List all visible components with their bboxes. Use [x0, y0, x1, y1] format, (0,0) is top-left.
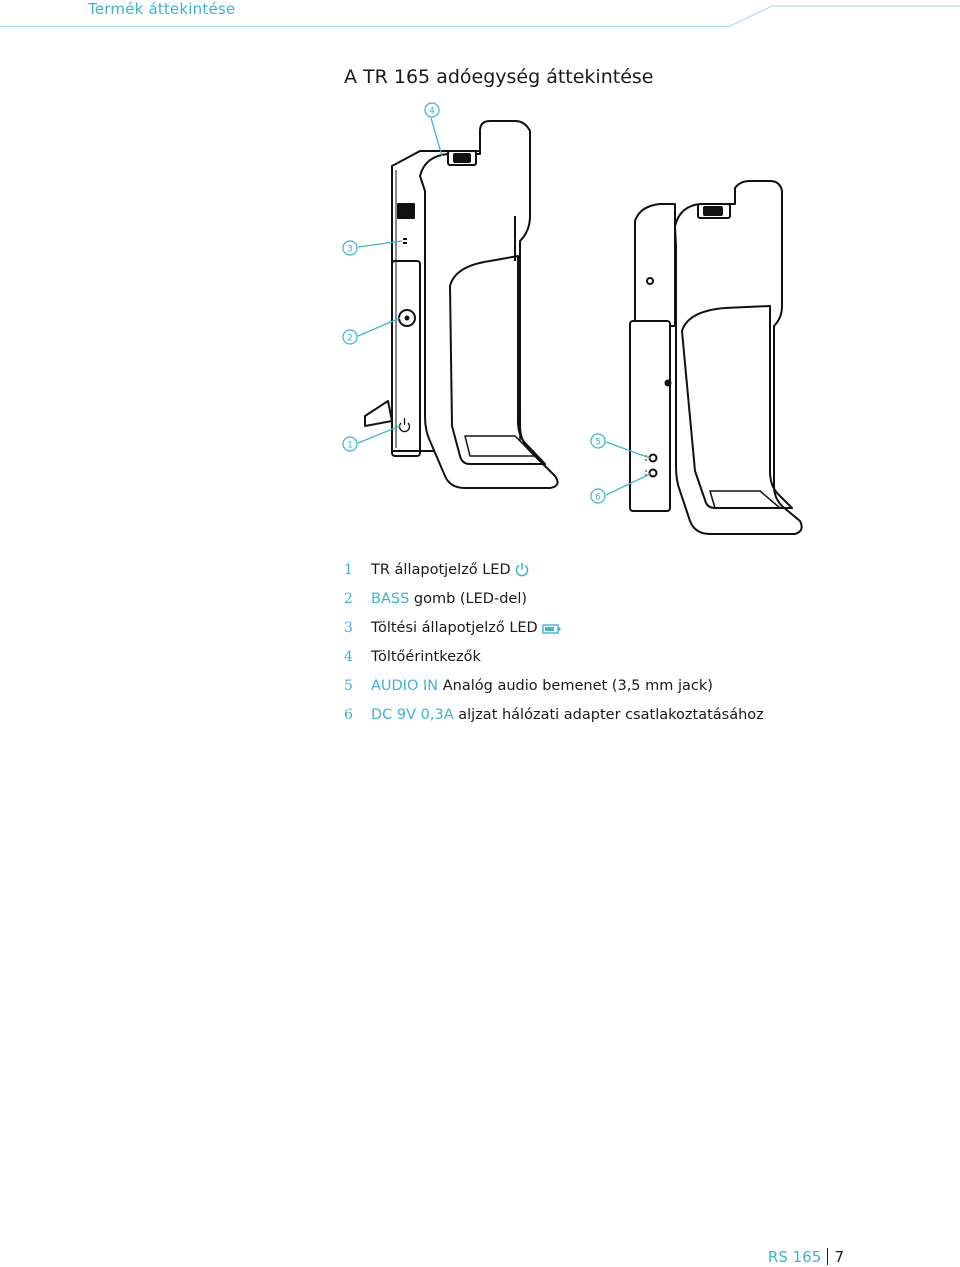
header-rule	[0, 26, 728, 27]
legend-item	[344, 701, 944, 730]
legend-item	[344, 614, 944, 643]
legend-text: gomb (LED-del)	[409, 591, 528, 607]
header-decoration	[700, 0, 960, 32]
callout-6-label: 6	[595, 492, 601, 503]
callout-2-label: 2	[347, 333, 353, 344]
callout-5-label: 5	[595, 437, 601, 448]
legend-number: 6	[344, 707, 353, 723]
power-icon	[515, 562, 529, 577]
legend-text: Töltőérintkezők	[371, 649, 481, 665]
page-number: 7	[834, 1248, 844, 1266]
legend-number: 2	[344, 591, 353, 607]
legend-item	[344, 556, 944, 585]
legend-accent: DC 9V 0,3A	[371, 707, 454, 723]
legend-item	[344, 643, 944, 672]
callout-1-label: 1	[347, 440, 353, 451]
header-title: Termék áttekintése	[88, 0, 236, 18]
section-title: A TR 165 adóegység áttekintése	[344, 66, 654, 88]
legend-accent: AUDIO IN	[371, 678, 439, 694]
callout-3-label: 3	[347, 244, 353, 255]
legend-number: 4	[344, 649, 353, 665]
legend-text: aljzat hálózati adapter csatlakoztatásához	[453, 707, 764, 723]
legend-text: Töltési állapotjelző LED	[371, 620, 538, 636]
device-illustration	[330, 96, 830, 551]
legend-accent: BASS	[371, 591, 410, 607]
battery-icon	[542, 623, 562, 635]
legend-item	[344, 672, 944, 701]
logo-icon	[398, 204, 414, 218]
footer-separator	[827, 1248, 828, 1265]
footer-model: RS 165	[767, 1248, 822, 1266]
legend-list	[344, 556, 944, 730]
legend-number: 1	[344, 562, 353, 578]
legend-number: 3	[344, 620, 353, 636]
charging-contacts-icon	[454, 154, 470, 162]
legend-text: TR állapotjelző LED	[371, 562, 511, 578]
callout-4-label: 4	[429, 106, 435, 117]
legend-text: Analóg audio bemenet (3,5 mm jack)	[438, 678, 713, 694]
legend-number: 5	[344, 678, 353, 694]
legend-item	[344, 585, 944, 614]
page-footer	[768, 1248, 844, 1266]
